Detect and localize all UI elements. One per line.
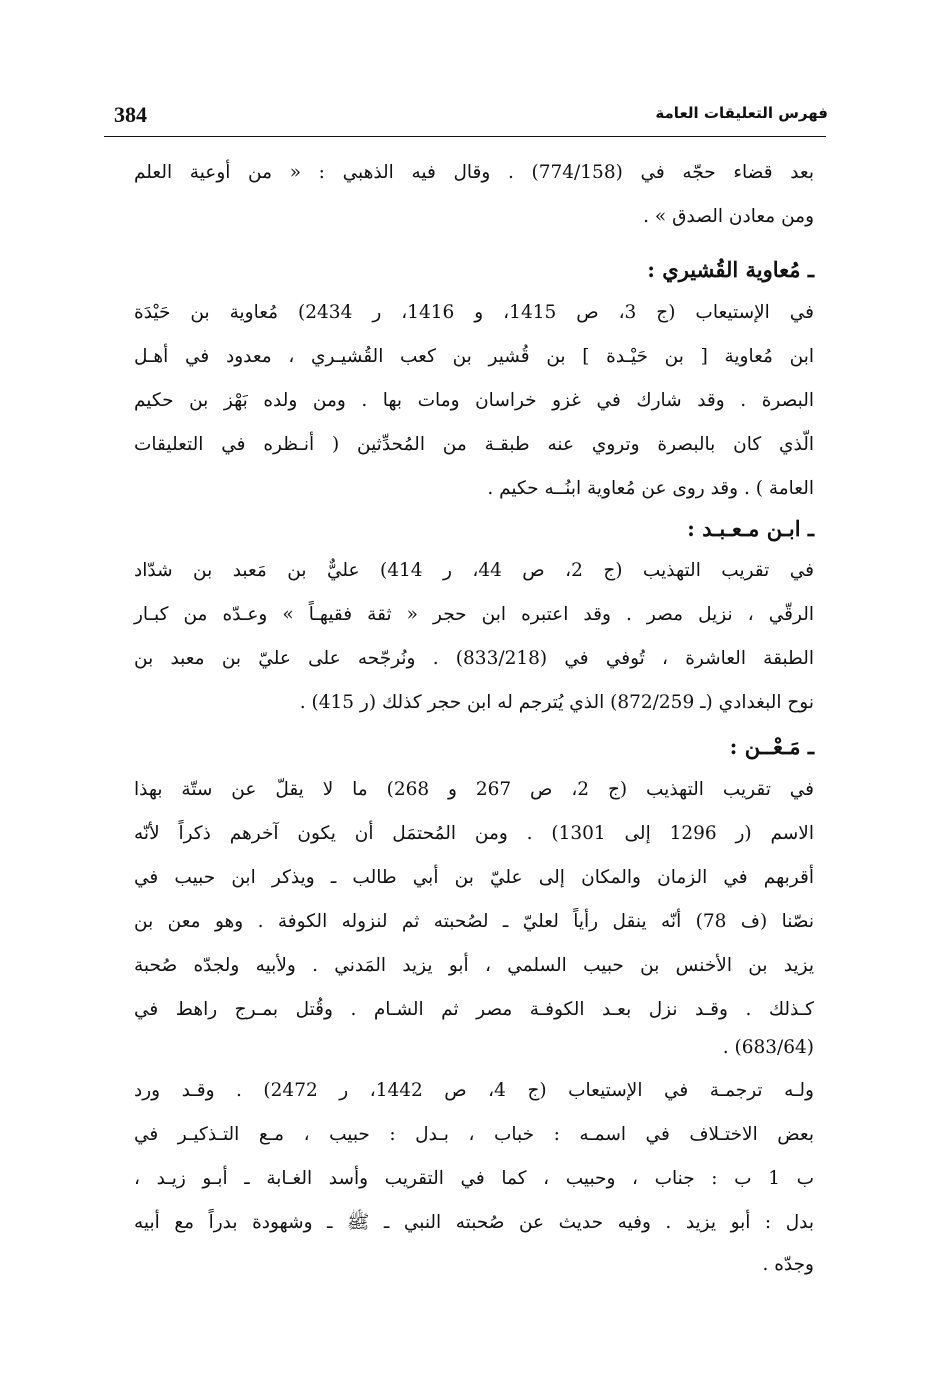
page-number: 384 xyxy=(114,102,147,127)
text-line: (683/64) . xyxy=(722,1037,814,1058)
text-line: البصرة . وقد شارك في غزو خراسان ومات بها . ومن ولده بَهْز بن حكيم xyxy=(134,390,814,411)
text-line: الطبقة العاشرة ، تُوفي في (833/218) . ونُرجّحه على عليّ بن معبد بن xyxy=(134,648,814,669)
text-line: في تقريب التهذيب (ج 2، ص 267 و 268) ما لا يقلّ عن ستّة بهذا xyxy=(134,779,814,800)
text-line: الاسم (ر 1296 إلى 1301) . ومن المُحتمَل أن يكون آخرهم ذكراً لأنّه xyxy=(134,823,814,844)
text-line: وجدّه . xyxy=(762,1254,814,1275)
text-line: الرقّي ، نزيل مصر . وقد اعتبره ابن حجر « ثقة فقيهـاً » وعـدّه من كبـار xyxy=(134,604,814,625)
text-line: كـذلك . وقـد نزل بعـد الكوفـة مصر ثم الشـام . وقُتل بمـرج راهط في xyxy=(134,999,814,1020)
header-rule xyxy=(104,136,826,137)
page-header xyxy=(108,98,828,134)
entry-heading: ـ ابـن مـعـبـد : xyxy=(687,516,814,541)
text-line: العامة ) . وقد روى عن مُعاوية ابنُــه حكيم . xyxy=(487,478,814,499)
text-line: بعض الاختـلاف في اسمـه : خباب ، بـدل : حبيب ، مـع التـذكيـر في xyxy=(134,1124,814,1145)
text-line: ب 1 ب : جناب ، وحبيب ، كما في التقريب وأسد الغـابة ـ أبـو زيـد ، xyxy=(134,1168,814,1189)
text-line: بدل : أبو يزيد . وفيه حديث عن صُحبته النبي ـ ﷺ ـ وشهودة بدراً مع أبيه xyxy=(134,1212,814,1233)
text-line: ابن مُعاوية [ بن حَيْـدة ] بن قُشير بن كعب القُشيـري ، معدود في أهـل xyxy=(134,346,814,367)
text-line: نوح البغدادي (ـ 872/259) الذي يُترجم له ابن حجر كذلك (ر 415) . xyxy=(299,692,814,713)
text-line: بعد قضاء حجّه في (774/158) . وقال فيه الذهبي : « من أوعية العلم xyxy=(134,162,814,183)
text-line: أقربهم في الزمان والمكان إلى عليّ بن أبي طالب ـ ويذكر ابن حبيب في xyxy=(134,867,814,888)
text-line: يزيد بن الأخنس بن حبيب السلمي ، أبو يزيد المَدني . ولأبيه ولجدّه صُحبة xyxy=(134,955,814,976)
text-line: ولـه ترجمـة في الإستيعاب (ج 4، ص 1442، ر 2472) . وقـد ورد xyxy=(134,1080,814,1101)
running-head: فهرس التعليقات العامة xyxy=(655,104,828,122)
text-line: نصّنا (ف 78) أنّه ينقل رأياً لعليّ ـ لصُحبته ثم لنزوله الكوفة . وهو معن بن xyxy=(134,911,814,932)
text-line: في تقريب التهذيب (ج 2، ص 44، ر 414) عليٌّ بن مَعبد بن شدّاد xyxy=(134,560,815,581)
text-line: في الإستيعاب (ج 3، ص 1415، و 1416، ر 2434) مُعاوية بن حَيْدَة xyxy=(134,302,814,323)
text-line: ومن معادن الصدق » . xyxy=(643,206,814,227)
text-line: الّذي كان بالبصرة وتروي عنه طبقـة من المُحدِّثين ( أنـظره في التعليقات xyxy=(134,434,814,455)
entry-heading: ـ مُعاوية القُشيري : xyxy=(647,257,814,282)
entry-heading: ـ مَـعْــن : xyxy=(729,734,814,759)
